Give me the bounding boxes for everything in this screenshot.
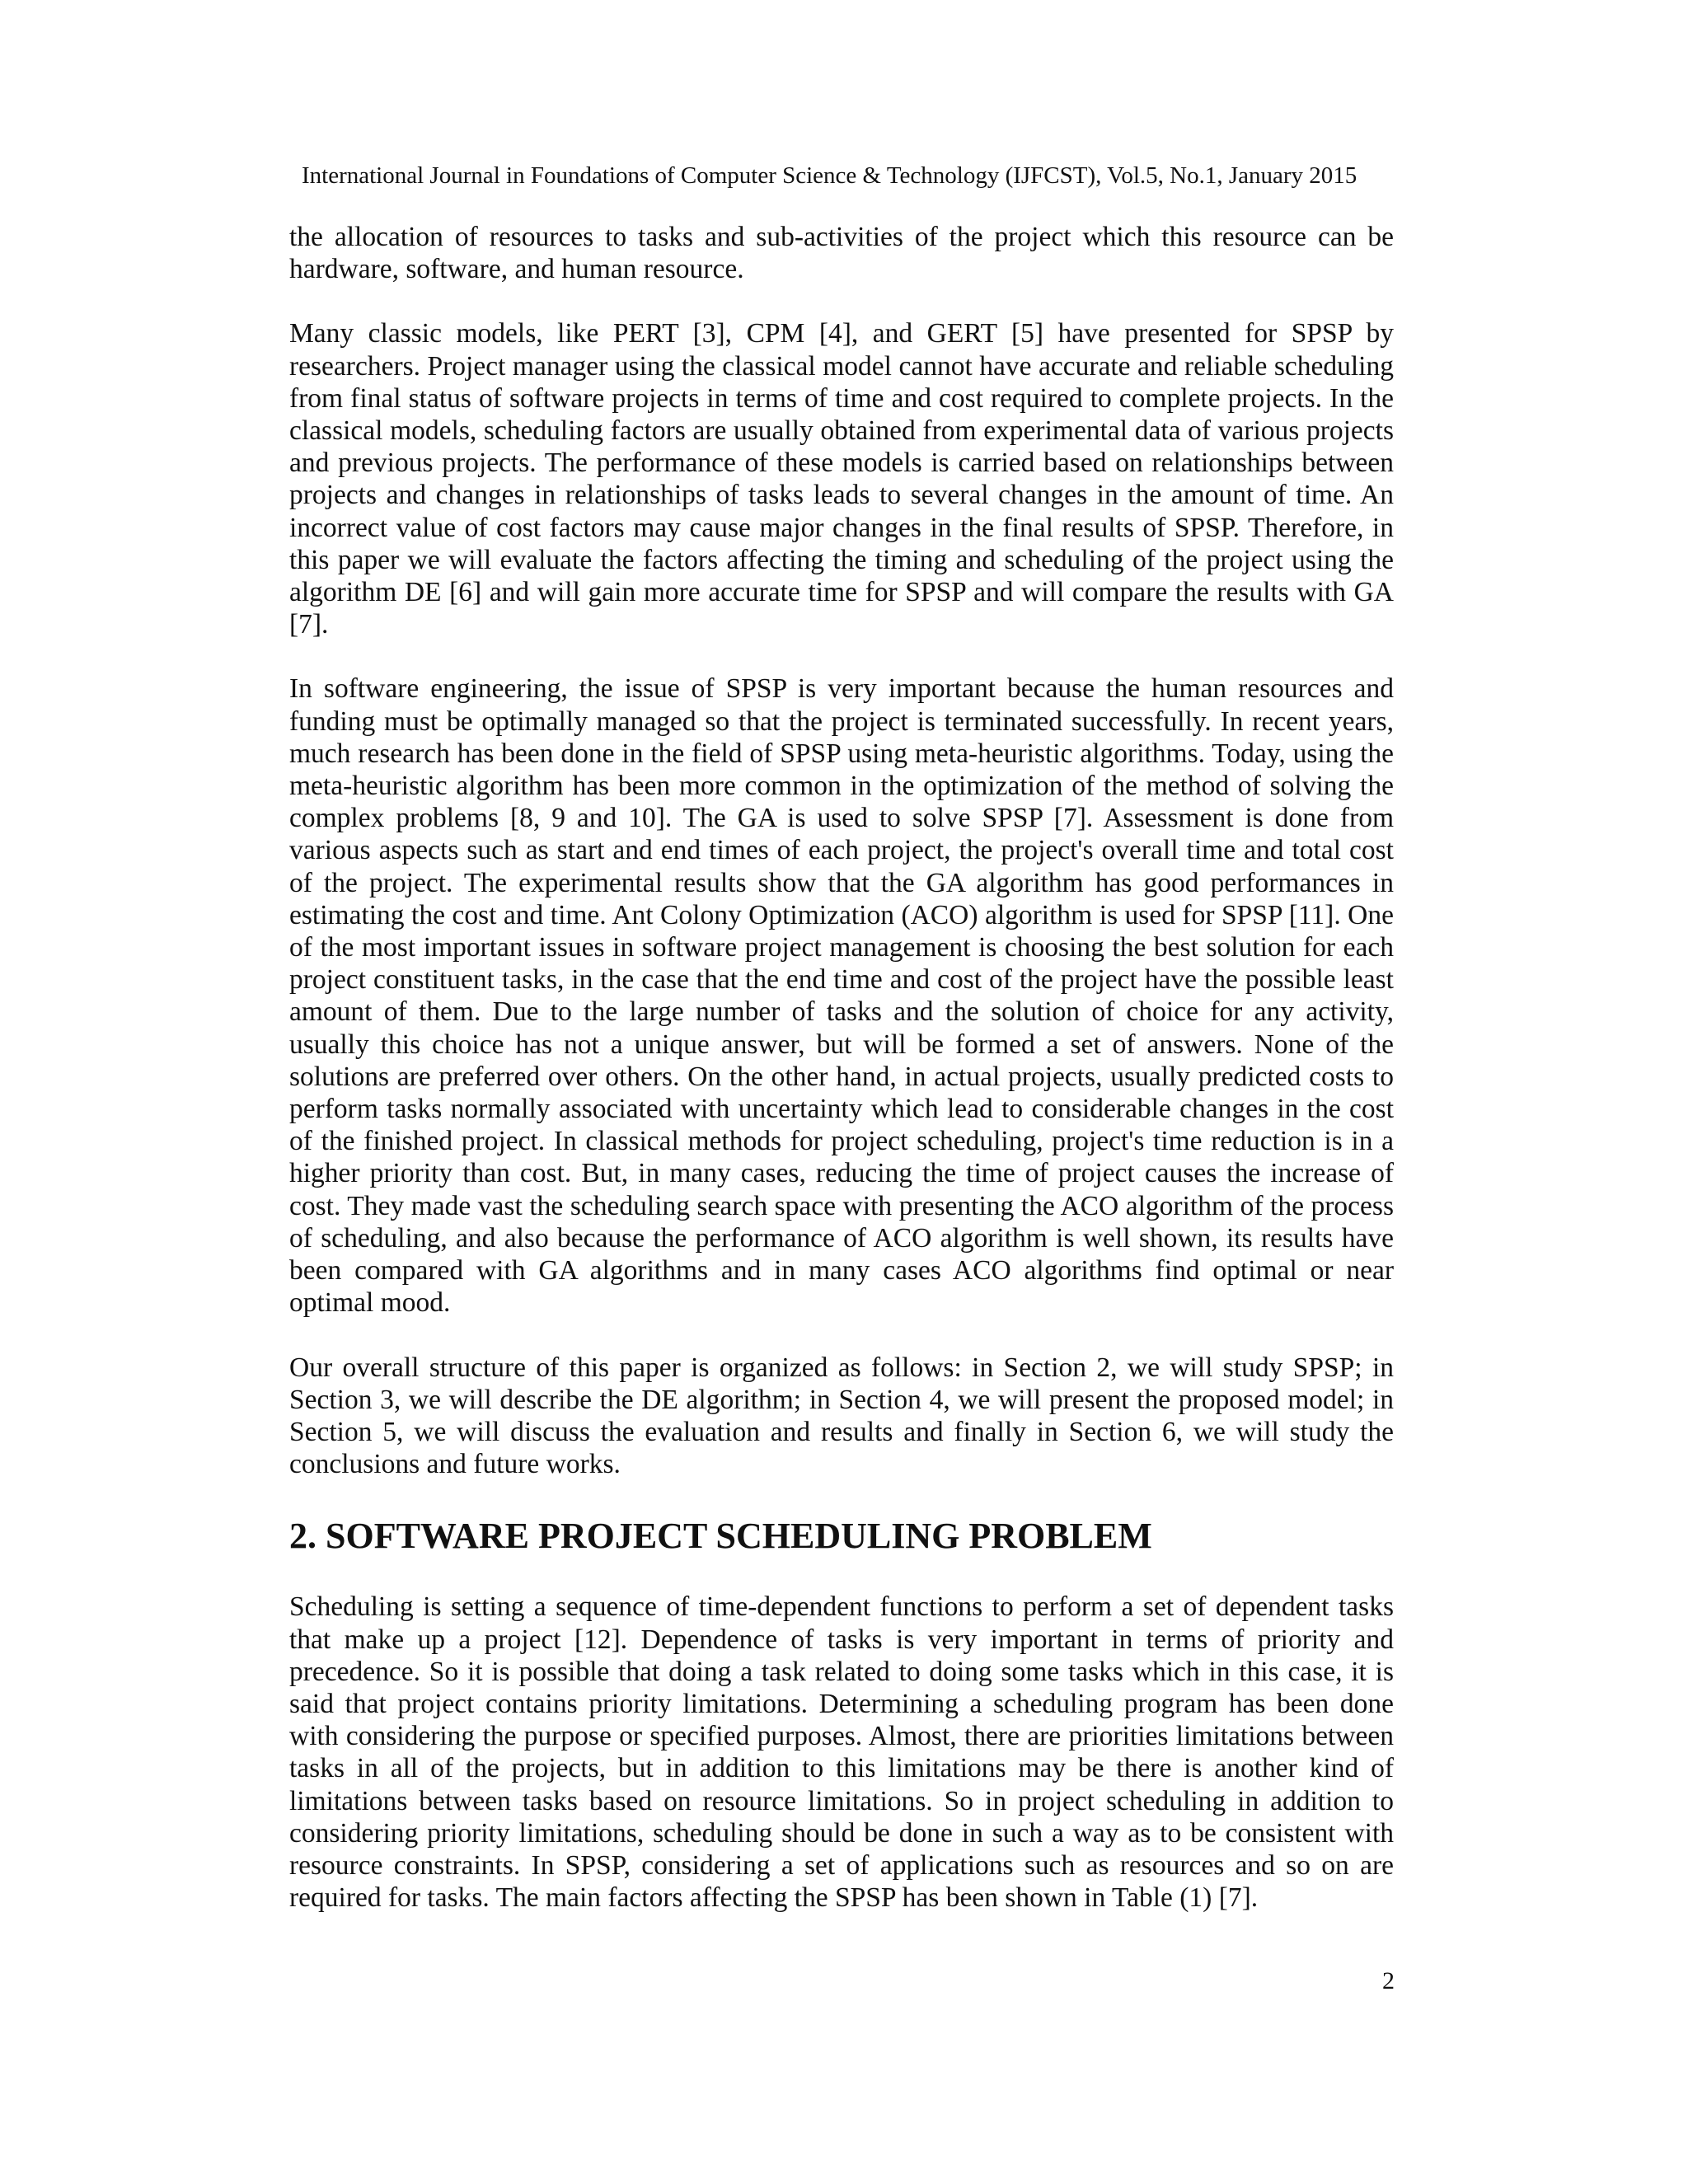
section-heading: 2. SOFTWARE PROJECT SCHEDULING PROBLEM	[289, 1516, 1152, 1557]
body-paragraph: Scheduling is setting a sequence of time-dependent functions to perform a set of dependent tasks that make up a project [12]. Dependence of tasks is very important in terms of priority and precedence. So it is possible that doing a task related to doing some tasks which in this case, it is said that project contains priority limitations. Determining a scheduling program has been done with considering the purpose or specified purposes. Almost, there are priorities limitations between tasks in all of the projects, but in addition to this limitations may be there is another kind of limitations between tasks based on resource limitations. So in project scheduling in addition to considering priority limitations, scheduling should be done in such a way as to be consistent with resource constraints. In SPSP, considering a set of applications such as resources and so on are required for tasks. The main factors affecting the SPSP has been shown in Table (1) [7].	[289, 1591, 1394, 1914]
body-paragraph: the allocation of resources to tasks and sub-activities of the project which this resource can be hardware, software, and human resource.	[289, 222, 1394, 285]
body-text-column	[289, 221, 1394, 1914]
page-number: 2	[1382, 1967, 1395, 1994]
body-paragraph: Many classic models, like PERT [3], CPM [4], and GERT [5] have presented for SPSP by researchers. Project manager using the classical model cannot have accurate and reliable scheduling from final status of software projects in terms of time and cost required to complete projects. In the classical models, scheduling factors are usually obtained from experimental data of various projects and previous projects. The performance of these models is carried based on relationships between projects and changes in relationships of tasks leads to several changes in the amount of time. An incorrect value of cost factors may cause major changes in the final results of SPSP. Therefore, in this paper we will evaluate the factors affecting the timing and scheduling of the project using the algorithm DE [6] and will gain more accurate time for SPSP and will compare the results with GA [7].	[289, 318, 1394, 640]
body-paragraph: Our overall structure of this paper is organized as follows: in Section 2, we will study SPSP; in Section 3, we will describe the DE algorithm; in Section 4, we will present the proposed model; in Section 5, we will discuss the evaluation and results and finally in Section 6, we will study the conclusions and future works.	[289, 1352, 1394, 1480]
body-paragraph: In software engineering, the issue of SPSP is very important because the human resources and funding must be optimally managed so that the project is terminated successfully. In recent years, much research has been done in the field of SPSP using meta-heuristic algorithms. Today, using the meta-heuristic algorithm has been more common in the optimization of the method of solving the complex problems [8, 9 and 10]. The GA is used to solve SPSP [7]. Assessment is done from various aspects such as start and end times of each project, the project's overall time and total cost of the project. The experimental results show that the GA algorithm has good performances in estimating the cost and time. Ant Colony Optimization (ACO) algorithm is used for SPSP [11]. One of the most important issues in software project management is choosing the best solution for each project constituent tasks, in the case that the end time and cost of the project have the possible least amount of them. Due to the large number of tasks and the solution of choice for any activity, usually this choice has not a unique answer, but will be formed a set of answers. None of the solutions are preferred over others. On the other hand, in actual projects, usually predicted costs to perform tasks normally associated with uncertainty which lead to considerable changes in the cost of the finished project. In classical methods for project scheduling, project's time reduction is in a higher priority than cost. But, in many cases, reducing the time of project causes the increase of cost. They made vast the scheduling search space with presenting the ACO algorithm of the process of scheduling, and also because the performance of ACO algorithm is well shown, its results have been compared with GA algorithms and in many cases ACO algorithms find optimal or near optimal mood.	[289, 673, 1394, 1319]
running-header: International Journal in Foundations of Computer Science & Technology (IJFCST), Vol.5, No.1, January 2015	[302, 162, 1357, 189]
